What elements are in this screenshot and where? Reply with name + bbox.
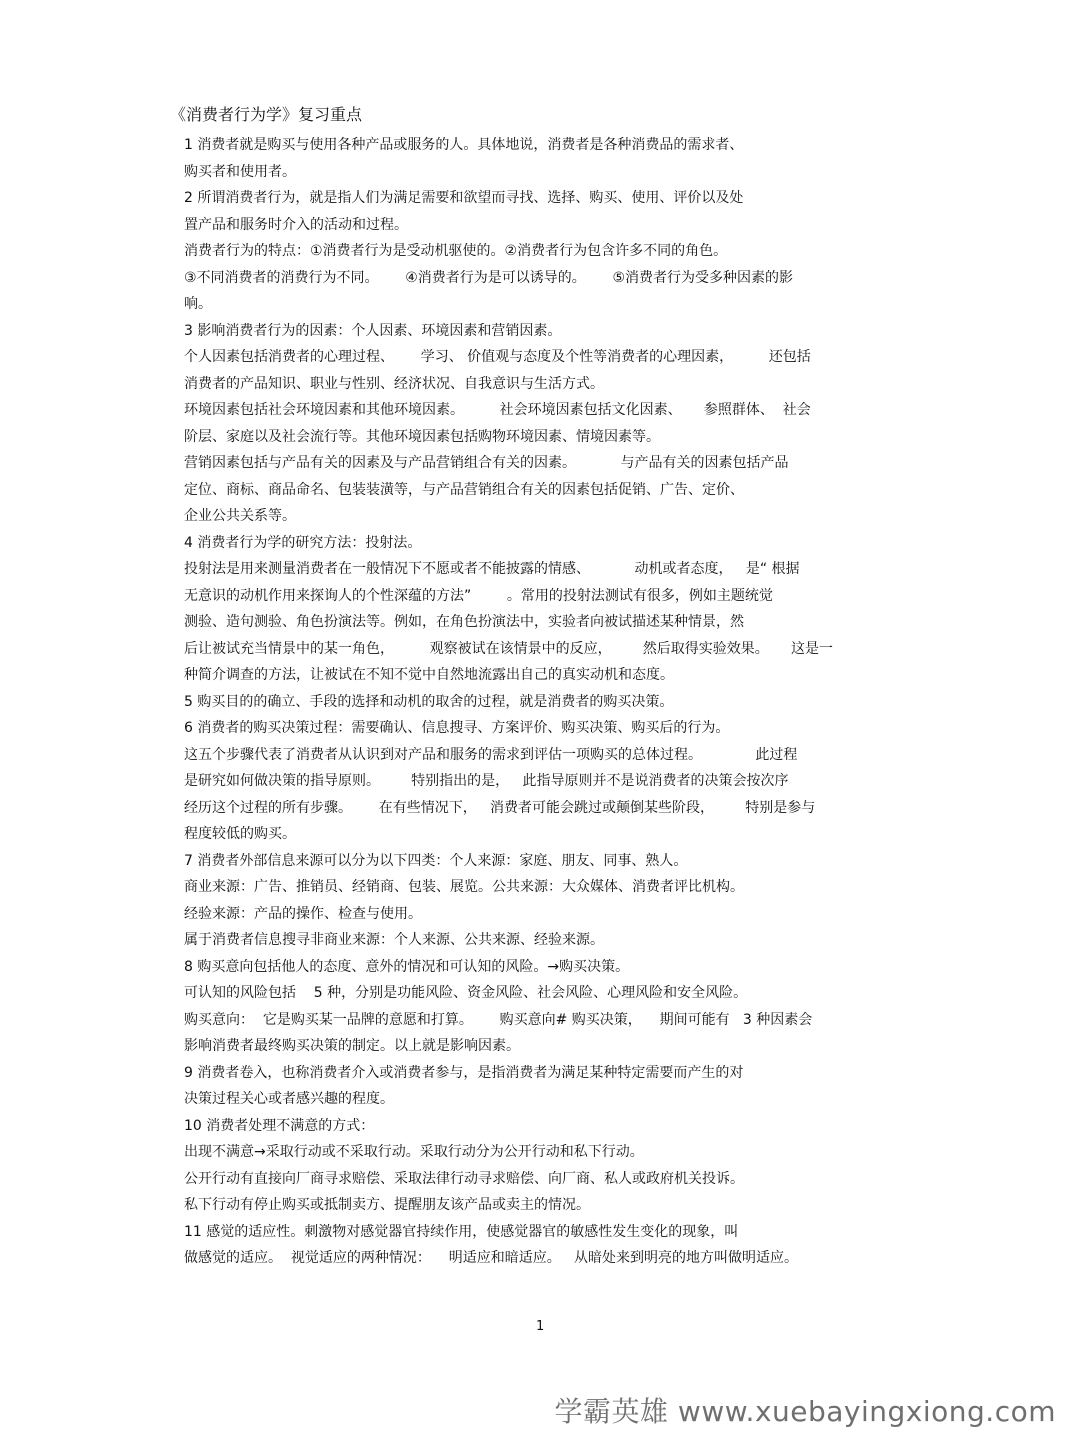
text-line: 5 购买目的的确立、手段的选择和动机的取舍的过程，就是消费者的购买决策。 [184,693,674,710]
text-line: 营销因素包括与产品有关的因素及与产品营销组合有关的因素。 与产品有关的因素包括产品 [184,455,789,471]
document-body [184,132,904,1272]
text-line: 经验来源：产品的操作、检查与使用。 [184,905,422,922]
text-line: 后让被试充当情景中的某一角色， 观察被试在该情景中的反应， 然后取得实验效果。 这是一 [184,640,834,657]
page-number: 1 [536,1319,545,1334]
text-line: 种简介调查的方法，让被试在不知不觉中自然地流露出自己的真实动机和态度。 [184,667,674,683]
text-line: ③不同消费者的消费行为不同。 ④消费者行为是可以诱导的。 ⑤消费者行为受多种因素的影 [184,269,794,286]
text-line: 商业来源：广告、推销员、经销商、包装、展览。公共来源：大众媒体、消费者评比机构。 [184,879,744,895]
text-line: 私下行动有停止购买或抵制卖方、提醒朋友该产品或卖主的情况。 [184,1197,590,1213]
text-line: 购买者和使用者。 [184,163,296,180]
text-line: 2 所谓消费者行为，就是指人们为满足需要和欲望而寻找、选择、购买、使用、评价以及处 [184,190,744,206]
text-line: 4 消费者行为学的研究方法：投射法。 [184,534,422,551]
text-line: 阶层、家庭以及社会流行等。其他环境因素包括购物环境因素、情境因素等。 [184,428,660,445]
document-title: 《消费者行为学》复习重点 [170,105,363,124]
text-line: 1 消费者就是购买与使用各种产品或服务的人。具体地说，消费者是各种消费品的需求者、 [184,137,744,153]
text-line: 购买意向： 它是购买某一品牌的意愿和打算。 购买意向# 购买决策， 期间可能有 3 种因素会 [184,1011,813,1028]
text-line: 环境因素包括社会环境因素和其他环境因素。 社会环境因素包括文化因素、 参照群体、 社会 [184,402,811,418]
text-line: 这五个步骤代表了消费者从认识到对产品和服务的需求到评估一项购买的总体过程。 此过程 [184,746,798,763]
text-line: 定位、商标、商品命名、包装装潢等，与产品营销组合有关的因素包括促销、广告、定价、 [184,481,744,498]
text-line: 出现不满意→采取行动或不采取行动。采取行动分为公开行动和私下行动。 [184,1144,644,1160]
text-line: 响。 [184,296,212,312]
text-line: 消费者行为的特点：①消费者行为是受动机驱使的。②消费者行为包含许多不同的角色。 [184,243,728,259]
text-line: 7 消费者外部信息来源可以分为以下四类：个人来源：家庭、朋友、同事、熟人。 [184,852,688,869]
text-line: 10 消费者处理不满意的方式： [184,1117,375,1134]
text-line: 9 消费者卷入，也称消费者介入或消费者参与，是指消费者为满足某种特定需要而产生的对 [184,1064,744,1081]
text-line: 程度较低的购买。 [184,826,296,842]
text-line: 6 消费者的购买决策过程：需要确认、信息搜寻、方案评价、购买决策、购买后的行为。 [184,720,730,736]
text-line: 做感觉的适应。 视觉适应的两种情况： 明适应和暗适应。 从暗处来到明亮的地方叫做明适应。 [184,1250,799,1266]
text-line: 经历这个过程的所有步骤。 在有些情况下， 消费者可能会跳过或颠倒某些阶段， 特别是参与 [184,799,816,816]
text-line: 3 影响消费者行为的因素：个人因素、环境因素和营销因素。 [184,322,562,339]
text-line: 公开行动有直接向厂商寻求赔偿、采取法律行动寻求赔偿、向厂商、私人或政府机关投诉。 [184,1170,744,1187]
text-line: 置产品和服务时介入的活动和过程。 [184,216,408,233]
watermark: 学霸英雄 www.xuebayingxiong.com [554,1395,1056,1428]
text-line: 属于消费者信息搜寻非商业来源：个人来源、公共来源、经验来源。 [184,932,604,948]
text-line: 无意识的动机作用来探询人的个性深蕴的方法” 。常用的投射法测试有很多，例如主题统觉 [184,587,773,604]
text-line: 8 购买意向包括他人的态度、意外的情况和可认知的风险。→购买决策。 [184,958,630,975]
text-line: 11 感觉的适应性。刺激物对感觉器官持续作用，使感觉器官的敏感性发生变化的现象，叫 [184,1223,739,1240]
text-line: 测验、造句测验、角色扮演法等。例如，在角色扮演法中，实验者向被试描述某种情景，然 [184,614,744,630]
text-line: 影响消费者最终购买决策的制定。以上就是影响因素。 [184,1038,520,1054]
text-line: 消费者的产品知识、职业与性别、经济状况、自我意识与生活方式。 [184,375,604,392]
text-line: 决策过程关心或者感兴趣的程度。 [184,1091,394,1107]
text-line: 个人因素包括消费者的心理过程、 学习、 价值观与态度及个性等消费者的心理因素， 还包括 [184,349,811,365]
text-line: 可认知的风险包括 5 种，分别是功能风险、资金风险、社会风险、心理风险和安全风险。 [184,985,748,1001]
text-line: 投射法是用来测量消费者在一般情况下不愿或者不能披露的情感、 动机或者态度， 是“ 根据 [184,561,800,577]
text-line: 企业公共关系等。 [184,508,296,524]
text-line: 是研究如何做决策的指导原则。 特别指出的是， 此指导原则并不是说消费者的决策会按次序 [184,773,789,789]
